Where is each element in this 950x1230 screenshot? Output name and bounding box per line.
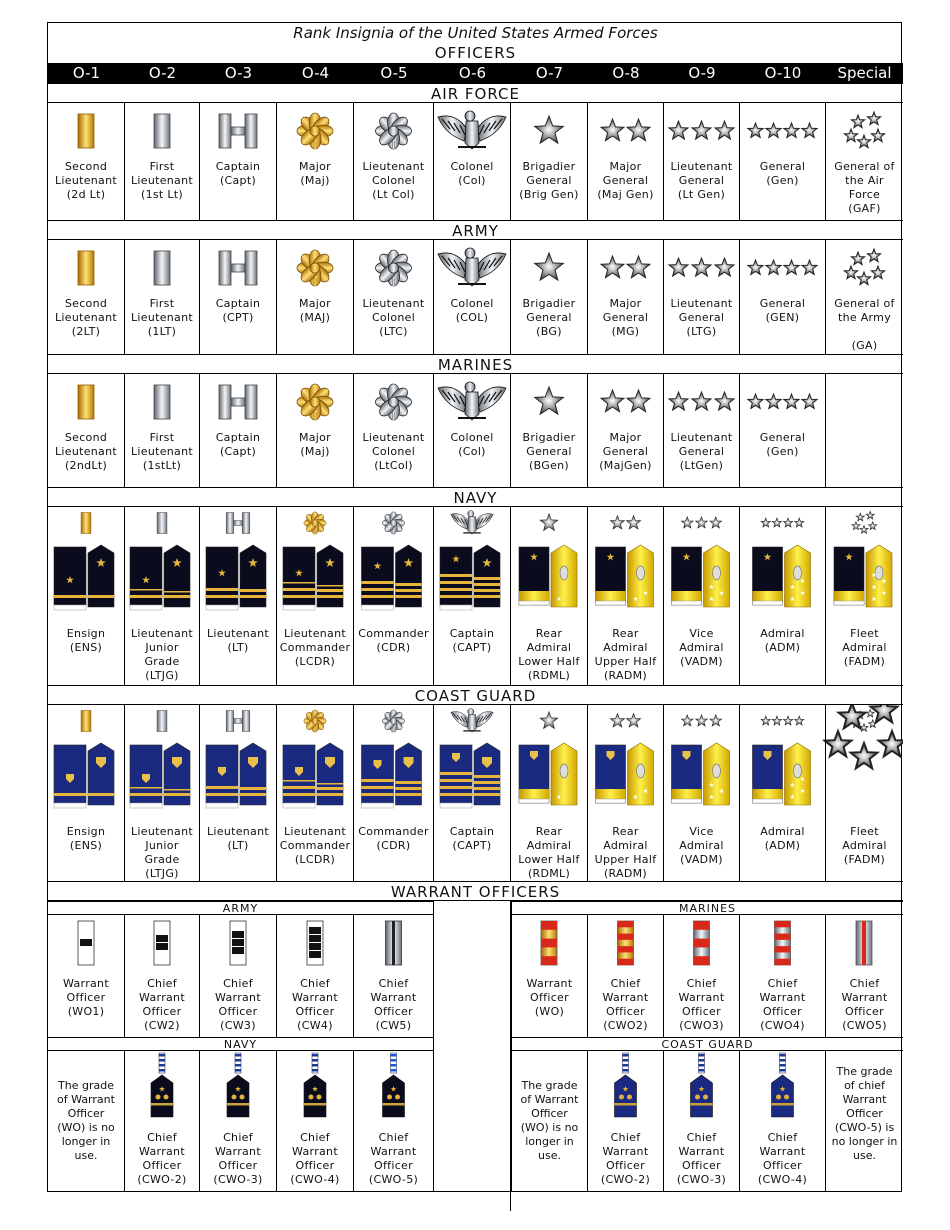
warrant-navy-cell xyxy=(354,1051,434,1191)
warrant-navy-cell xyxy=(277,1051,354,1191)
warrant-marines-cell xyxy=(588,915,664,1037)
rank-abbr: (LtGen) xyxy=(679,459,724,472)
rank-name: Lieutenant Commander xyxy=(279,825,351,852)
section-title-warrant-officers: WARRANT OFFICERS xyxy=(48,881,903,901)
rank-abbr: (2ndLt) xyxy=(64,459,108,472)
rank-abbr: (LCDR) xyxy=(294,853,336,866)
rank-name: Chief Warrant Officer xyxy=(841,977,888,1018)
rank-abbr: (Capt) xyxy=(219,445,257,458)
rank-name: Captain xyxy=(449,627,495,640)
cg-wo-note: The grade of Warrant Officer (WO) is no longer in use. xyxy=(520,1079,579,1162)
grade-header-special: Special xyxy=(826,63,903,83)
rank-cell xyxy=(125,374,200,487)
rank-cell xyxy=(434,507,511,685)
rank-cell xyxy=(354,103,434,220)
rank-abbr: (ENS) xyxy=(69,839,103,852)
rank-name: Lieutenant Junior Grade xyxy=(130,825,193,866)
rank-name: Rear Admiral Lower Half xyxy=(518,627,580,668)
rank-abbr: (2d Lt) xyxy=(66,188,106,201)
rank-name: Second Lieutenant xyxy=(54,160,117,187)
rank-abbr: (BGen) xyxy=(529,459,569,472)
rank-cell xyxy=(511,374,588,487)
rank-name: Fleet Admiral xyxy=(842,627,887,654)
rank-name: General xyxy=(759,160,806,173)
rank-name: Second Lieutenant xyxy=(54,431,117,458)
rank-abbr: (MAJ) xyxy=(299,311,331,324)
rank-name: First Lieutenant xyxy=(130,297,193,324)
warrant-cg-cwo5-note-cell xyxy=(826,1051,903,1191)
rank-name: Chief Warrant Officer xyxy=(759,977,806,1018)
rank-cell xyxy=(277,507,354,685)
rank-name: Colonel xyxy=(450,297,494,310)
rank-name: Chief Warrant Officer xyxy=(370,977,417,1018)
grade-header-o-5: O-5 xyxy=(354,63,434,83)
rank-name: Chief Warrant Officer xyxy=(602,977,649,1018)
rank-abbr: (LTC) xyxy=(379,325,408,338)
rank-name: Major General xyxy=(602,431,649,458)
rank-name: First Lieutenant xyxy=(130,160,193,187)
rank-abbr: (CW5) xyxy=(375,1019,412,1032)
rank-insignia-chart xyxy=(47,22,902,1192)
rank-abbr: (LTG) xyxy=(686,325,717,338)
rank-abbr: (CWO-4) xyxy=(757,1173,808,1186)
warrant-navy-title: NAVY xyxy=(48,1037,434,1051)
rank-cell xyxy=(48,240,125,354)
warrant-marines-title: MARINES xyxy=(511,901,903,915)
rank-abbr: (CWO-2) xyxy=(600,1173,651,1186)
rank-name: Vice Admiral xyxy=(679,627,724,654)
rank-cell xyxy=(826,705,903,881)
rank-abbr: (MG) xyxy=(611,325,640,338)
rank-abbr: (Capt) xyxy=(219,174,257,187)
rank-cell xyxy=(354,507,434,685)
rank-abbr: (CWO2) xyxy=(603,1019,648,1032)
warrant-army-cell xyxy=(48,915,125,1037)
rank-name: Captain xyxy=(215,160,261,173)
rank-cell xyxy=(277,374,354,487)
rank-name: Chief Warrant Officer xyxy=(139,1131,185,1172)
rank-name: Rear Admiral Lower Half xyxy=(518,825,580,866)
grade-header-o-7: O-7 xyxy=(511,63,588,83)
rank-cell xyxy=(588,103,664,220)
rank-abbr: (CW2) xyxy=(144,1019,180,1032)
section-title-navy: NAVY xyxy=(48,487,903,507)
rank-cell xyxy=(664,103,740,220)
rank-cell xyxy=(48,705,125,881)
rank-name: Fleet Admiral xyxy=(842,825,887,852)
rank-abbr: (CW4) xyxy=(297,1019,333,1032)
rank-name: Warrant Officer xyxy=(526,977,573,1004)
rank-abbr: (CAPT) xyxy=(452,839,492,852)
rank-name: Rear Admiral Upper Half xyxy=(594,825,657,866)
rank-cell xyxy=(511,240,588,354)
rank-cell xyxy=(664,705,740,881)
rank-name: Vice Admiral xyxy=(679,825,724,852)
rank-cell xyxy=(588,507,664,685)
rank-abbr: (LT) xyxy=(227,839,249,852)
warrant-marines-cell xyxy=(664,915,740,1037)
grade-header-o-2: O-2 xyxy=(125,63,200,83)
rank-name: Lieutenant General xyxy=(670,297,733,324)
rank-name: Chief Warrant Officer xyxy=(602,1131,649,1172)
rank-abbr: (GEN) xyxy=(765,311,800,324)
rank-abbr: (Maj) xyxy=(300,174,330,187)
cg-cwo5-note: The grade of chief Warrant Officer (CWO-5) is no longer in use. xyxy=(831,1065,898,1162)
rank-cell xyxy=(588,240,664,354)
rank-abbr: (1stLt) xyxy=(142,459,182,472)
rank-cell xyxy=(740,103,826,220)
rank-abbr: (CWO4) xyxy=(760,1019,805,1032)
rank-name: Major xyxy=(298,160,332,173)
rank-abbr: (WO) xyxy=(534,1005,565,1018)
grade-header-o-6: O-6 xyxy=(434,63,511,83)
chart-title: Rank Insignia of the United States Armed Forces xyxy=(293,24,658,42)
rank-name: Chief Warrant Officer xyxy=(678,1131,725,1172)
rank-cell xyxy=(48,103,125,220)
rank-abbr: (LT) xyxy=(227,641,249,654)
rank-cell xyxy=(277,240,354,354)
rank-name: Colonel xyxy=(450,160,494,173)
rank-abbr: (RADM) xyxy=(603,669,648,682)
rank-cell xyxy=(511,507,588,685)
rank-abbr: (GAF) xyxy=(848,202,881,215)
rank-cell xyxy=(125,103,200,220)
rank-name: Lieutenant Commander xyxy=(279,627,351,654)
rank-cell xyxy=(740,240,826,354)
warrant-army-cell xyxy=(354,915,434,1037)
rank-cell xyxy=(740,507,826,685)
rank-abbr: (Col) xyxy=(458,445,486,458)
grade-header-o-4: O-4 xyxy=(277,63,354,83)
rank-abbr: (FADM) xyxy=(843,655,886,668)
rank-abbr: (LCDR) xyxy=(294,655,336,668)
rank-abbr: (CWO-2) xyxy=(137,1173,187,1186)
rank-cell xyxy=(664,240,740,354)
rank-cell xyxy=(434,705,511,881)
rank-name: Captain xyxy=(215,431,261,444)
warrant-cg-cell xyxy=(664,1051,740,1191)
navy-wo-note: The grade of Warrant Officer (WO) is no longer in use. xyxy=(57,1079,115,1162)
rank-name: Captain xyxy=(215,297,261,310)
rank-name: Warrant Officer xyxy=(63,977,109,1004)
rank-abbr: (CPT) xyxy=(222,311,254,324)
rank-cell xyxy=(354,705,434,881)
rank-abbr: (2LT) xyxy=(71,325,101,338)
rank-cell xyxy=(588,705,664,881)
rank-name: Lieutenant Colonel xyxy=(362,160,425,187)
rank-abbr: (RDML) xyxy=(527,867,571,880)
warrant-cg-cell xyxy=(740,1051,826,1191)
warrant-navy-cell xyxy=(125,1051,200,1191)
rank-name: Admiral xyxy=(760,825,805,838)
rank-cell xyxy=(434,103,511,220)
rank-abbr: (LTJG) xyxy=(145,867,179,880)
rank-name: Chief Warrant Officer xyxy=(215,1131,261,1172)
rank-cell xyxy=(434,374,511,487)
officers-heading: OFFICERS xyxy=(434,44,517,62)
rank-abbr: (CWO-3) xyxy=(676,1173,727,1186)
rank-abbr: (CWO-3) xyxy=(213,1173,263,1186)
rank-abbr: (1LT) xyxy=(147,325,177,338)
rank-name: Chief Warrant Officer xyxy=(678,977,725,1018)
warrant-army-title: ARMY xyxy=(48,901,434,915)
warrant-navy-cell xyxy=(200,1051,277,1191)
rank-cell xyxy=(664,507,740,685)
rank-abbr: (Lt Gen) xyxy=(677,188,726,201)
rank-name: Major xyxy=(298,431,332,444)
rank-abbr: (MajGen) xyxy=(599,459,652,472)
rank-name: Lieutenant Junior Grade xyxy=(130,627,193,668)
rank-name: Captain xyxy=(449,825,495,838)
rank-name: Lieutenant Colonel xyxy=(362,297,425,324)
rank-cell xyxy=(277,103,354,220)
rank-abbr: (VADM) xyxy=(680,655,723,668)
rank-cell xyxy=(740,374,826,487)
rank-cell xyxy=(48,507,125,685)
rank-cell xyxy=(125,705,200,881)
warrant-cg-cell xyxy=(588,1051,664,1191)
rank-name: Commander xyxy=(358,627,429,640)
rank-name: Major General xyxy=(602,160,649,187)
rank-cell xyxy=(511,103,588,220)
rank-abbr: (Lt Col) xyxy=(372,188,415,201)
rank-abbr: (GA) xyxy=(851,339,878,352)
rank-abbr: (RDML) xyxy=(527,669,571,682)
rank-abbr: (CWO-5) xyxy=(368,1173,419,1186)
rank-abbr: (FADM) xyxy=(843,853,886,866)
rank-cell xyxy=(48,374,125,487)
rank-cell xyxy=(200,705,277,881)
rank-abbr: (CAPT) xyxy=(452,641,492,654)
warrant-marines-cell xyxy=(740,915,826,1037)
rank-abbr: (CDR) xyxy=(376,641,411,654)
rank-name: Commander xyxy=(358,825,429,838)
rank-cell xyxy=(434,240,511,354)
rank-cell xyxy=(354,240,434,354)
rank-cell xyxy=(354,374,434,487)
rank-abbr: (LtCol) xyxy=(374,459,413,472)
section-title-air-force: AIR FORCE xyxy=(48,83,903,103)
rank-abbr: (ADM) xyxy=(764,839,801,852)
rank-name: First Lieutenant xyxy=(130,431,193,458)
rank-cell xyxy=(740,705,826,881)
warrant-navy-note-cell xyxy=(48,1051,125,1191)
section-title-marines: MARINES xyxy=(48,354,903,374)
rank-abbr: (CDR) xyxy=(376,839,411,852)
rank-name: Chief Warrant Officer xyxy=(759,1131,806,1172)
rank-name: Brigadier General xyxy=(522,431,576,458)
rank-abbr: (VADM) xyxy=(680,853,723,866)
rank-abbr: (ADM) xyxy=(764,641,801,654)
rank-abbr: (Gen) xyxy=(766,174,799,187)
rank-name: Admiral xyxy=(760,627,805,640)
rank-name: General of the Air Force xyxy=(834,160,895,201)
rank-cell xyxy=(200,103,277,220)
grade-header-o-9: O-9 xyxy=(664,63,740,83)
rank-name: Lieutenant xyxy=(206,825,269,838)
rank-abbr: (Col) xyxy=(458,174,486,187)
rank-cell xyxy=(125,507,200,685)
rank-name: Second Lieutenant xyxy=(54,297,117,324)
rank-abbr: (CW3) xyxy=(220,1019,256,1032)
rank-name: Brigadier General xyxy=(522,297,576,324)
grade-header-o-1: O-1 xyxy=(48,63,125,83)
rank-name: Lieutenant General xyxy=(670,160,733,187)
rank-abbr: (Maj Gen) xyxy=(597,188,654,201)
rank-abbr: (COL) xyxy=(455,311,489,324)
section-title-army: ARMY xyxy=(48,220,903,240)
rank-name: Major General xyxy=(602,297,649,324)
warrant-cg-note-cell xyxy=(511,1051,588,1191)
warrant-marines-cell xyxy=(826,915,903,1037)
rank-name: Chief Warrant Officer xyxy=(292,1131,338,1172)
rank-name: General of the Army xyxy=(834,297,895,324)
rank-name: Lieutenant xyxy=(206,627,269,640)
rank-name: Lieutenant Colonel xyxy=(362,431,425,458)
rank-abbr: (Gen) xyxy=(766,445,799,458)
rank-abbr: (WO1) xyxy=(67,1005,105,1018)
rank-cell xyxy=(200,374,277,487)
rank-cell xyxy=(826,374,903,487)
grade-header-o-10: O-10 xyxy=(740,63,826,83)
warrant-army-cell xyxy=(277,915,354,1037)
rank-cell xyxy=(277,705,354,881)
warrant-coast-guard-title: COAST GUARD xyxy=(511,1037,903,1051)
rank-cell xyxy=(200,240,277,354)
rank-cell xyxy=(826,507,903,685)
rank-name: Brigadier General xyxy=(522,160,576,187)
rank-name: Chief Warrant Officer xyxy=(215,977,261,1018)
rank-abbr: (Maj) xyxy=(300,445,330,458)
rank-abbr: (CWO3) xyxy=(679,1019,724,1032)
rank-name: Ensign xyxy=(66,825,106,838)
rank-cell xyxy=(664,374,740,487)
rank-name: Rear Admiral Upper Half xyxy=(594,627,657,668)
rank-name: General xyxy=(759,297,806,310)
rank-abbr: (CWO-4) xyxy=(290,1173,340,1186)
rank-name: General xyxy=(759,431,806,444)
rank-cell xyxy=(200,507,277,685)
rank-abbr: (ENS) xyxy=(69,641,103,654)
rank-abbr: (LTJG) xyxy=(145,669,179,682)
warrant-marines-cell xyxy=(511,915,588,1037)
rank-name: Lieutenant General xyxy=(670,431,733,458)
section-title-coast-guard: COAST GUARD xyxy=(48,685,903,705)
rank-name: Major xyxy=(298,297,332,310)
rank-abbr: (RADM) xyxy=(603,867,648,880)
grade-header-o-3: O-3 xyxy=(200,63,277,83)
rank-abbr: (Brig Gen) xyxy=(519,188,579,201)
rank-abbr: (CWO5) xyxy=(842,1019,887,1032)
warrant-army-cell xyxy=(200,915,277,1037)
warrant-army-cell xyxy=(125,915,200,1037)
rank-abbr: (1st Lt) xyxy=(141,188,183,201)
rank-cell xyxy=(511,705,588,881)
grade-header-o-8: O-8 xyxy=(588,63,664,83)
rank-cell xyxy=(826,240,903,354)
rank-name: Chief Warrant Officer xyxy=(292,977,338,1018)
rank-name: Chief Warrant Officer xyxy=(370,1131,417,1172)
rank-cell xyxy=(588,374,664,487)
rank-cell xyxy=(826,103,903,220)
rank-abbr: (BG) xyxy=(536,325,562,338)
rank-name: Ensign xyxy=(66,627,106,640)
rank-name: Colonel xyxy=(450,431,494,444)
rank-cell xyxy=(125,240,200,354)
rank-name: Chief Warrant Officer xyxy=(139,977,185,1018)
